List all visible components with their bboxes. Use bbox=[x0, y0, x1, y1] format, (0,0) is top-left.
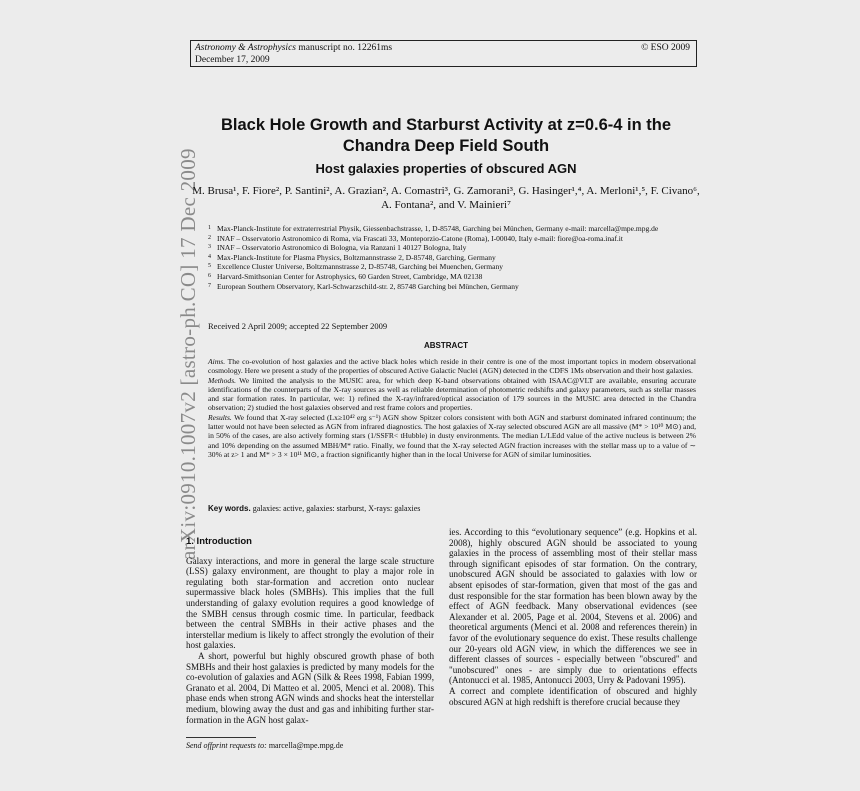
footnote bbox=[186, 741, 343, 750]
affiliation-number: 4 bbox=[208, 253, 211, 260]
affiliation-text: INAF – Osservatorio Astronomico di Roma, via Frascati 33, Monteporzio-Catone (Roma), I-00040, Italy e-mail: fiore@oa-roma.inaf.it bbox=[217, 233, 623, 243]
results-label: Results. bbox=[208, 412, 232, 422]
methods-label: Methods. bbox=[208, 375, 237, 385]
affiliation-item bbox=[208, 224, 696, 234]
abstract-methods bbox=[208, 376, 696, 413]
aims-text: The co-evolution of host galaxies and the active black holes which reside in their centre is one of the most important topics in modern observational cosmology. Here we present a study of the properties of obscured Active Galactic Nuclei (AGN) detected in the CDFS 1Ms observation and their host galaxies. bbox=[208, 357, 696, 376]
methods-text: We limited the analysis to the MUSIC area, for which deep K-band observations obtained with ISAAC@VLT are available, ensuring accurate identifications of the counterparts of the X-ray sources as well as reliable determination of photometric redshifts and galaxy parameters, such as stellar masses and star formation rates. In particular, we: 1) refined the X-ray/infrared/optical association of 179 sources in the MUSIC area detected in the Chandra observation; 2) studied the host galaxies observed and rest frame colors and properties. bbox=[208, 375, 696, 413]
affiliation-text: European Southern Observatory, Karl-Schwarzschild-str. 2, 85748 Garching bei München, Germany bbox=[217, 281, 519, 291]
affiliation-number: 1 bbox=[208, 225, 211, 231]
footnote-rule bbox=[186, 737, 256, 738]
paper-title: Black Hole Growth and Starburst Activity at z=0.6-4 in the Chandra Deep Field South bbox=[220, 116, 672, 155]
affiliations bbox=[208, 224, 696, 291]
affiliation-number: 3 bbox=[208, 244, 211, 251]
affiliation-item bbox=[208, 253, 696, 263]
footnote-email: marcella@mpe.mpg.de bbox=[268, 741, 344, 750]
abstract-results bbox=[208, 413, 696, 459]
paper-subtitle: Host galaxies properties of obscured AGN bbox=[315, 161, 577, 176]
footnote-label: Send offprint requests to: bbox=[186, 741, 267, 750]
keywords bbox=[208, 504, 420, 513]
affiliation-text: Max-Planck-Institute for Plasma Physics, Boltzmannstrasse 2, D-85748, Garching, Germany bbox=[217, 252, 496, 262]
journal-header-left bbox=[195, 42, 392, 66]
aims-label: Aims. bbox=[208, 357, 226, 366]
author-list bbox=[186, 184, 706, 212]
journal-name: Astronomy & Astrophysics bbox=[195, 43, 296, 53]
affiliation-item bbox=[208, 262, 696, 272]
affiliation-text: Harvard-Smithsonian Center for Astrophysics, 60 Garden Street, Cambridge, MA 02138 bbox=[217, 271, 483, 281]
abstract-aims bbox=[208, 357, 696, 376]
results-text: We found that X-ray selected (Lx≥10⁴² erg s⁻¹) AGN show Spitzer colors consistent with both AGN and starburst dominated infrared continuum; the latter would not have been selected as AGN from infrared diagnostics. The host galaxies of X-ray selected obscured AGN are all massive (M* > 10¹⁰ M⊙) and, in 50% of the cases, are also actively forming stars (1/SSFR< tHubble) in dusty environments. The median L/LEdd value of the active nucleus is between 2% and 10% depending on the assumed MBH/M* ratio. Finally, we found that the X-ray selected AGN fraction increases with the stellar mass up to a value of ∼ 30% at z> 1 and M* > 3 × 10¹¹ M⊙, a fraction significantly higher than in the local Universe for AGN of similar luminosities. bbox=[208, 412, 697, 459]
section-heading-introduction: 1. Introduction bbox=[186, 536, 252, 547]
copyright: © ESO 2009 bbox=[641, 43, 690, 53]
intro-paragraph-2: A short, powerful but highly obscured growth phase of both SMBHs and their host galaxies is predicted by many models for the co-evolution of galaxies and AGN (Silk & Rees 1998, Fabian 1999, Granato et al. 2004, Di Matteo et al. 2005, Menci et al. 2008). This phase ends when strong AGN winds and shocks heat the interstellar medium, blowing away the dust and gas and inhibiting further star-formation in the AGN host galax- bbox=[186, 650, 434, 725]
affiliation-number: 7 bbox=[208, 282, 211, 289]
affiliation-item bbox=[208, 272, 696, 282]
affiliation-item bbox=[208, 234, 696, 244]
manuscript-number: manuscript no. 12261ms bbox=[298, 43, 393, 53]
received-date: Received 2 April 2009; accepted 22 September 2009 bbox=[208, 321, 388, 331]
arxiv-stamp: arXiv:0910.1007v2 [astro-ph.CO] 17 Dec 2009 bbox=[176, 148, 200, 560]
affiliation-text: INAF – Osservatorio Astronomico di Bologna, via Ranzani 1 40127 Bologna, Italy bbox=[217, 243, 467, 253]
affiliation-text: Excellence Cluster Universe, Boltzmannstrasse 2, D-85748, Garching bei Muenchen, Germany bbox=[217, 262, 503, 272]
abstract-heading: ABSTRACT bbox=[424, 341, 468, 350]
journal-header bbox=[190, 40, 697, 67]
affiliation-text: Max-Planck-Institute for extraterrestrial Physik, Giessenbachstrasse, 1, D-85748, Garching bei München, Germany e-mail: marcella@mpe.mpg.de bbox=[217, 224, 659, 233]
affiliation-number: 6 bbox=[208, 272, 211, 279]
authors-line-2: A. Fontana², and V. Mainieri⁷ bbox=[381, 199, 511, 211]
keywords-label: Key words. bbox=[208, 504, 251, 513]
abstract bbox=[208, 357, 696, 459]
affiliation-item bbox=[208, 282, 696, 292]
keywords-text: galaxies: active, galaxies: starburst, X-rays: galaxies bbox=[252, 504, 421, 513]
manuscript-date: December 17, 2009 bbox=[195, 55, 270, 65]
column-left bbox=[186, 537, 434, 725]
intro-paragraph-4: A correct and complete identification of obscured and highly obscured AGN at high redshift is therefore crucial because they bbox=[449, 685, 697, 707]
intro-paragraph-3: ies. According to this “evolutionary sequence” (e.g. Hopkins et al. 2008), highly obscured AGN should be associated to young galaxies in the process of assembling most of their stellar mass through significant episodes of star formation. On the contrary, unobscured AGN should be associated to galaxies with low or absent episodes of star-formation, given that most of the gas and dust responsible for the star formation has been blown away by the effect of AGN feedback. Many observational evidences (see Alexander et al. 2005, Page et al. 2004, Stevens et al. 2006) and theoretical arguments (Menci et al. 2008 and references therein) in favor of the evolutionary sequence do exist. These results challenge our 20-years old AGN view, in which the differences we see in different classes of sources - especially between "obscured" and "unobscured" ones - are simply due to orientations effects (Antonucci et al. 1985, Antonucci 2003, Urry & Padovani 1995). bbox=[449, 527, 697, 686]
affiliation-number: 2 bbox=[208, 234, 211, 241]
affiliation-item bbox=[208, 243, 696, 253]
authors-line-1: M. Brusa¹, F. Fiore², P. Santini², A. Grazian², A. Comastri³, G. Zamorani³, G. Hasinger¹,⁴, A. Merloni¹,⁵, F. Civano⁶, bbox=[192, 185, 700, 197]
intro-paragraph-1: Galaxy interactions, and more in general the large scale structure (LSS) galaxy environment, are thought to play a major role in regulating both star-formation and accretion onto nuclear supermassive black holes (SMBHs). This implies that the full understanding of galaxy evolution requires a good knowledge of the SMBH census through cosmic time. In particular, feedback between the central SMBHs in their active phases and the interstellar medium is likely to affect strongly the evolution of their host galaxies. bbox=[186, 555, 434, 651]
column-right bbox=[449, 527, 697, 707]
affiliation-number: 5 bbox=[208, 263, 211, 270]
